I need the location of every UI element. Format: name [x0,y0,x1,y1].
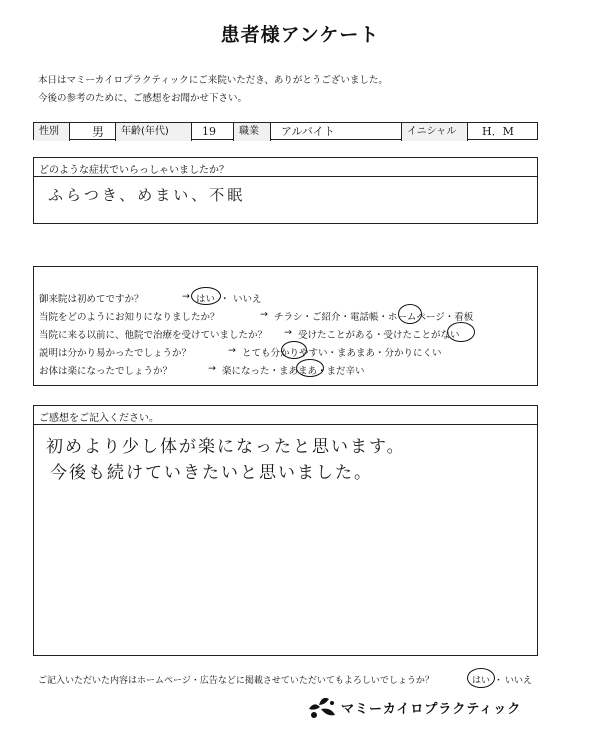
consent-selection-circle [467,668,495,688]
q1-option-yes[interactable]: はい [196,294,216,305]
q3-arrow: → [284,327,292,338]
age-label: 年齢(年代) [116,123,192,141]
intro-line-2: 今後の参考のために、ご感想をお聞かせ下さい。 [38,93,248,104]
job-label: 職業 [234,123,271,141]
consent-separator: ・ [494,676,504,686]
consent-text: ご記入いただいた内容はホームページ・広告などに掲載させていただいてもよろしいでしょうか？ [38,676,434,686]
survey-box [33,266,538,386]
q5-options[interactable]: 楽になった・まあまあ・まだ辛い [222,366,365,377]
intro-line-1: 本日はマミーカイロプラクティックにご来院いただき、ありがとうございました。 [38,75,388,86]
q3-selection-circle [447,322,475,342]
q1-arrow: → [182,291,190,302]
q2-arrow: → [260,309,268,320]
comment-line-1[interactable]: 初めより少し体が楽になったと思います。 [46,437,406,457]
q2-text: 当院をどのようにお知りになりましたか？ [39,312,220,323]
symptoms-question: どのような症状でいらっしゃいましたか？ [39,165,229,176]
q5-arrow: → [208,363,216,374]
gender-value: 男 [70,123,116,141]
q2-selection-circle [398,304,422,324]
q4-options[interactable]: とても分かりやすい・まあまあ・分かりにくい [242,348,442,359]
logo-mark-icon [305,693,339,721]
initial-value: H．M [482,125,514,138]
age-value: 19 [192,123,234,141]
q2-options[interactable]: チラシ・ご紹介・電話帳・ホームページ・看板 [274,312,474,323]
consent-yes[interactable]: はい [472,676,491,686]
symptoms-box [33,157,538,224]
q3-options[interactable]: 受けたことがある・受けたことがない [298,330,460,341]
comments-divider [34,424,537,425]
q1-separator: ・ [220,294,230,305]
symptoms-answer[interactable]: ふらつき、めまい、不眠 [48,186,246,204]
symptoms-divider [34,176,537,177]
q5-selection-circle [296,359,324,377]
q3-text: 当院に来る以前に、他院で治療を受けていましたか？ [39,330,268,341]
page-title: 患者様アンケート [220,24,380,46]
comments-box [33,405,538,656]
logo-text: マミーカイロプラクティック [341,702,522,717]
q1-selection-circle [191,287,221,305]
q4-arrow: → [228,345,236,356]
comments-header: ご感想をご記入ください。 [39,413,159,424]
consent-no[interactable]: いいえ [505,676,533,686]
initial-label: イニシャル [402,123,468,141]
profile-row [33,122,538,140]
job-value: アルバイト [271,123,402,141]
gender-label: 性別 [34,123,70,141]
q4-text: 説明は分かり易かったでしょうか？ [39,348,192,359]
q4-selection-circle [281,341,307,359]
comment-line-2[interactable]: 今後も続けていきたいと思いました。 [50,463,373,483]
q1-text: 御来院は初めてですか？ [39,294,144,305]
q1-option-no[interactable]: いいえ [233,294,262,305]
q5-text: お体は楽になったでしょうか？ [39,366,173,377]
